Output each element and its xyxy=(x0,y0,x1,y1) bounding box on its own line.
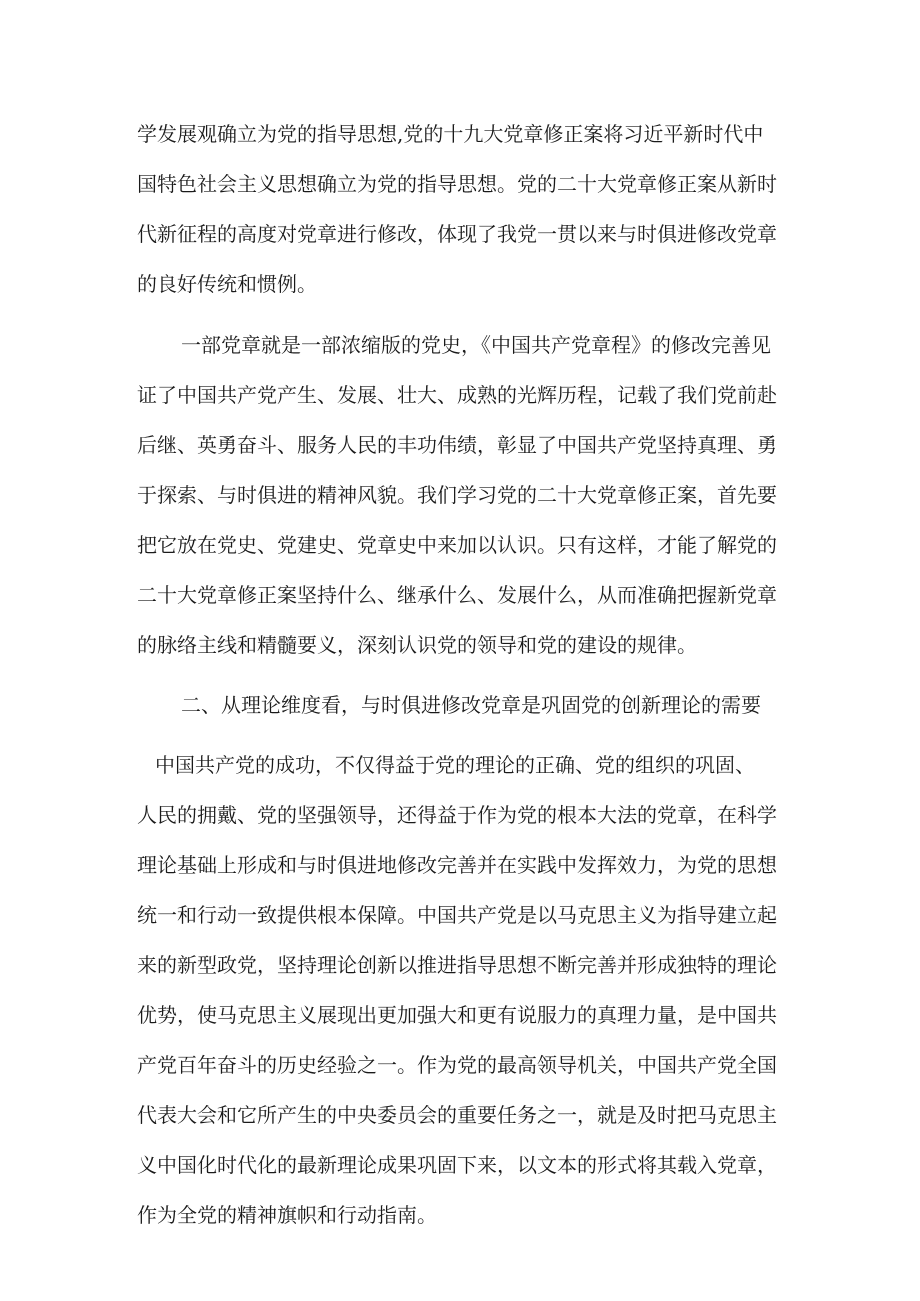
paragraph-line: 于探索、与时俱进的精神风貌。我们学习党的二十大党章修正案，首先要 xyxy=(137,483,777,507)
paragraph-line: 产党百年奋斗的历史经验之一。作为党的最高领导机关，中国共产党全国 xyxy=(137,1053,777,1077)
paragraph-line: 代新征程的高度对党章进行修改，体现了我党一贯以来与时俱进修改党章 xyxy=(137,222,777,246)
paragraph-line: 统一和行动一致提供根本保障。中国共产党是以马克思主义为指导建立起 xyxy=(137,903,777,927)
paragraph-line: 中国共产党的成功，不仅得益于党的理论的正确、党的组织的巩固、 xyxy=(155,753,755,777)
paragraph-line: 的良好传统和惯例。 xyxy=(137,272,317,296)
paragraph-line: 义中国化时代化的最新理论成果巩固下来，以文本的形式将其载入党章， xyxy=(137,1153,777,1177)
paragraph-line: 国特色社会主义思想确立为党的指导思想。党的二十大党章修正案从新时 xyxy=(137,172,777,196)
paragraph-line: 作为全党的精神旗帜和行动指南。 xyxy=(137,1203,437,1227)
paragraph-line: 理论基础上形成和与时俱进地修改完善并在实践中发挥效力，为党的思想 xyxy=(137,853,777,877)
paragraph-line: 后继、英勇奋斗、服务人民的丰功伟绩，彰显了中国共产党坚持真理、勇 xyxy=(137,433,777,457)
paragraph-line: 代表大会和它所产生的中央委员会的重要任务之一，就是及时把马克思主 xyxy=(137,1103,777,1127)
paragraph-line: 把它放在党史、党建史、党章史中来加以认识。只有这样，才能了解党的 xyxy=(137,533,777,557)
paragraph-line: 的脉络主线和精髓要义，深刻认识党的领导和党的建设的规律。 xyxy=(137,633,697,657)
paragraph-line: 优势，使马克思主义展现出更加强大和更有说服力的真理力量，是中国共 xyxy=(137,1003,777,1027)
paragraph-line: 证了中国共产党产生、发展、壮大、成熟的光辉历程，记载了我们党前赴 xyxy=(137,383,777,407)
section-heading: 二、从理论维度看，与时俱进修改党章是巩固党的创新理论的需要 xyxy=(181,693,761,717)
paragraph-line: 一部党章就是一部浓缩版的党史，《中国共产党章程》的修改完善见 xyxy=(181,333,771,357)
paragraph-line: 学发展观确立为党的指导思想,党的十九大党章修正案将习近平新时代中 xyxy=(137,122,764,146)
paragraph-line: 来的新型政党，坚持理论创新以推进指导思想不断完善并形成独特的理论 xyxy=(137,953,777,977)
paragraph-line: 人民的拥戴、党的坚强领导，还得益于作为党的根本大法的党章，在科学 xyxy=(137,803,777,827)
paragraph-line: 二十大党章修正案坚持什么、继承什么、发展什么，从而准确把握新党章 xyxy=(137,583,777,607)
